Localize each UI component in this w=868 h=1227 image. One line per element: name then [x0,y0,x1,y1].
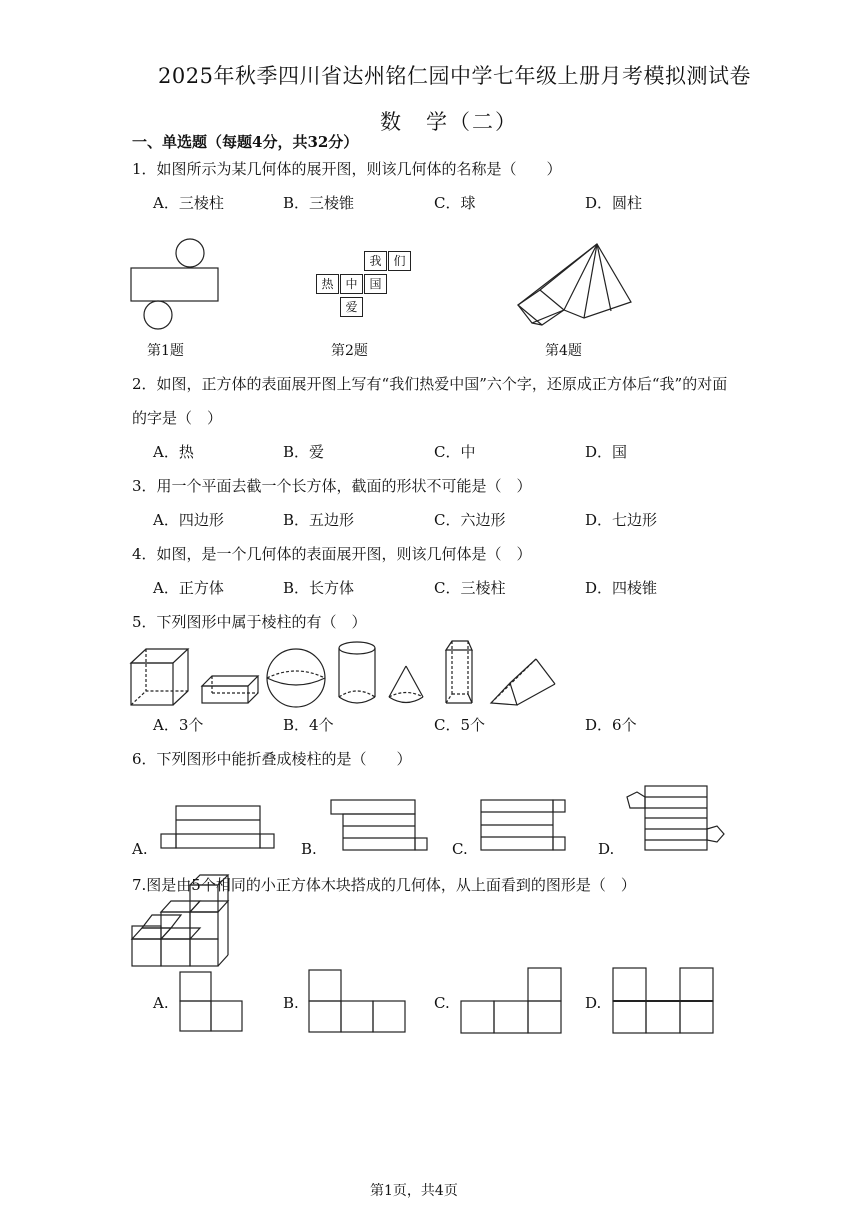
q5-option-d: D．6个 [585,716,637,734]
paper-subtitle: 数 学（二） [380,110,518,134]
q4-option-a: A．正方体 [153,579,224,597]
net-cell-re: 热 [316,274,339,294]
q7-option-b-view [309,970,405,1032]
q7-option-c: C. [434,994,450,1012]
q7-option-b: B. [283,994,299,1012]
q6-option-a: A. [132,840,148,858]
q7-option-d: D. [585,994,602,1012]
q7-option-d-view [613,968,713,1033]
q6-option-c: C. [452,840,468,858]
q2-option-d: D．国 [585,443,628,461]
page-footer: 第1页，共4页 [370,1183,458,1199]
paper-title: 2025年秋季四川省达州铭仁园中学七年级上册月考模拟测试卷 [158,64,751,88]
q6-option-d: D. [598,840,615,858]
q1-option-d: D．圆柱 [585,194,643,212]
question-7: 7.图是由5个相同的小正方体木块搭成的几何体，从上面看到的图形是（ ） [132,876,636,894]
question-5: 5．下列图形中属于棱柱的有（ ） [132,613,367,631]
net-cell-ai: 爱 [340,297,363,317]
net-cell-zhong: 中 [340,274,363,294]
q4-option-b: B．长方体 [283,579,355,597]
question-4: 4．如图，是一个几何体的表面展开图，则该几何体是（ ） [132,545,532,563]
figure-caption-4: 第4题 [545,343,582,359]
q6-option-b: B. [301,840,317,858]
q7-cube-stack [132,875,228,966]
q2-option-b: B．爱 [283,443,325,461]
question-2-continued: 的字是（ ） [132,409,223,427]
q3-option-c: C．六边形 [434,511,506,529]
q4-option-c: C．三棱柱 [434,579,506,597]
q1-option-b: B．三棱锥 [283,194,355,212]
figure-caption-2: 第2题 [331,343,368,359]
q1-option-a: A．三棱柱 [153,194,224,212]
q7-option-a: A. [153,994,169,1012]
question-1: 1．如图所示为某几何体的展开图，则该几何体的名称是（ ） [132,160,562,178]
net-cell-wo: 我 [364,251,387,271]
net-cell-guo: 国 [364,274,387,294]
q3-option-d: D．七边形 [585,511,658,529]
q4-option-d: D．四棱锥 [585,579,658,597]
question-6: 6．下列图形中能折叠成棱柱的是（ ） [132,750,412,768]
question-2: 2．如图，正方体的表面展开图上写有“我们热爱中国”六个字，还原成正方体后“我”的对面 [132,375,728,393]
q2-option-c: C．中 [434,443,476,461]
q7-option-a-view [180,972,242,1031]
q3-option-a: A．四边形 [153,511,224,529]
section-heading: 一、单选题（每题4分，共32分） [132,133,359,151]
q1-option-c: C．球 [434,194,476,212]
q5-option-c: C．5个 [434,716,486,734]
q5-option-a: A．3个 [153,716,204,734]
net-cell-men: 们 [388,251,411,271]
figure-caption-1: 第1题 [147,343,184,359]
question-3: 3．用一个平面去截一个长方体，截面的形状不可能是（ ） [132,477,532,495]
q5-option-b: B．4个 [283,716,334,734]
q3-option-b: B．五边形 [283,511,355,529]
q2-option-a: A．热 [153,443,194,461]
q7-option-c-view [461,968,561,1033]
